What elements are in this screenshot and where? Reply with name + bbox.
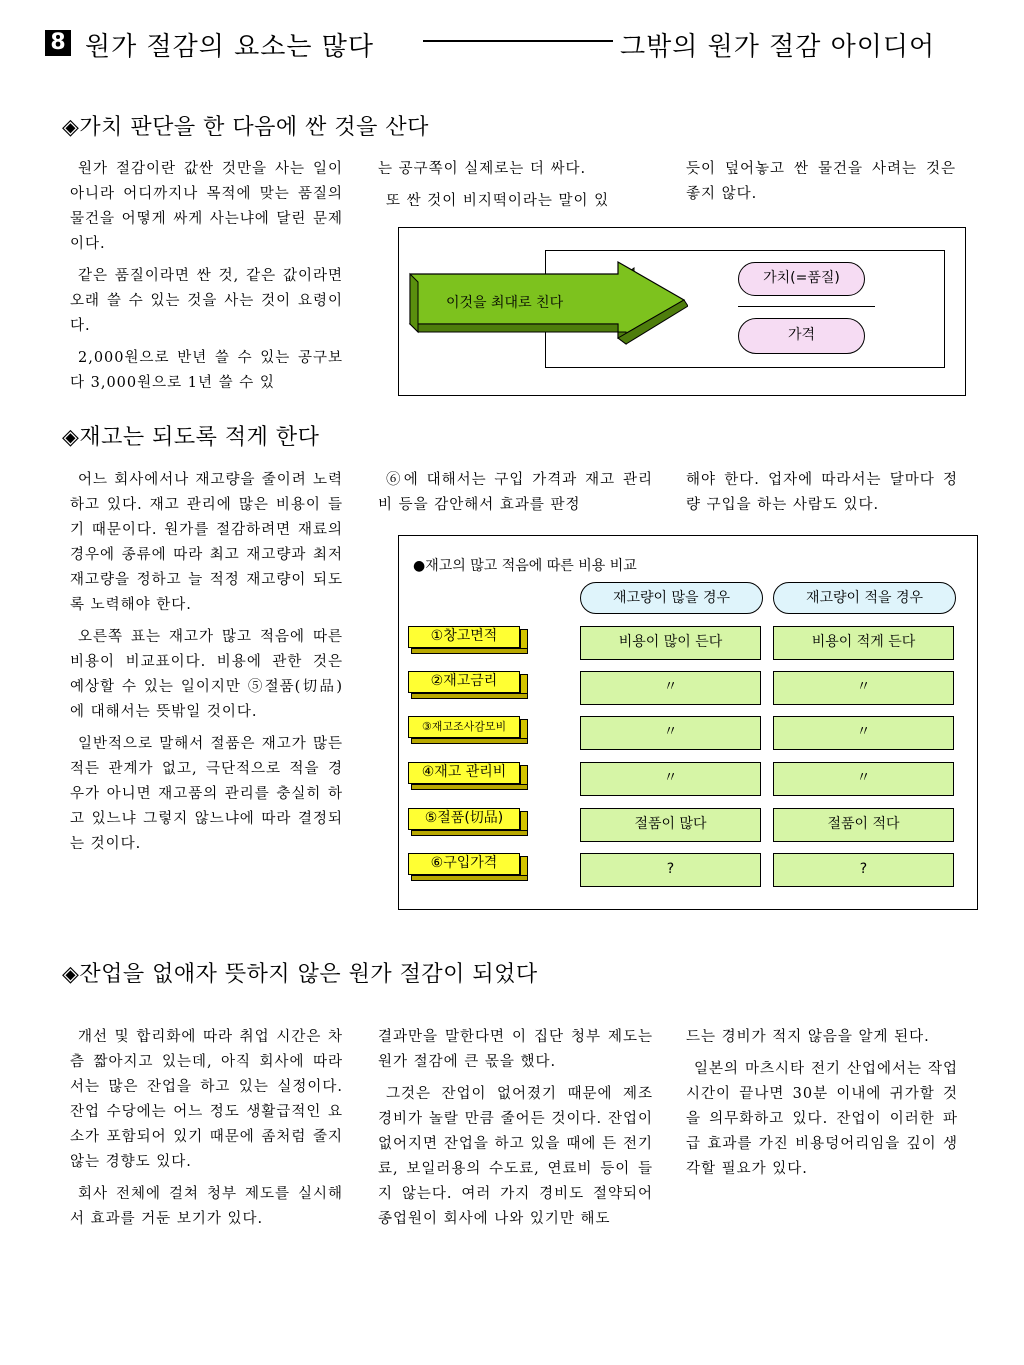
price-pill: 가격: [738, 318, 865, 354]
paragraph: 드는 경비가 적지 않음을 알게 된다.: [686, 1029, 930, 1045]
s2-column-1: [70, 468, 343, 864]
table-cell: 비용이 많이 든다: [580, 626, 761, 660]
table-cell: 〃: [773, 671, 954, 705]
chapter-title: 원가 절감의 요소는 많다: [85, 32, 374, 62]
paragraph: 같은 품질이라면 싼 것, 같은 값이라면 오래 쓸 수 있는 것을 사는 것이 요령이다.: [70, 268, 343, 334]
paragraph: 일반적으로 말해서 절품은 재고가 많든 적든 관계가 없고, 극단적으로 적을 경우가 아니면 재고품의 관리를 충실히 하고 있느냐 그렇지 않느냐에 따라 결정되는 것이다.: [70, 736, 343, 852]
section-heading-inventory: ◈재고는 되도록 적게 한다: [62, 425, 320, 450]
paragraph: 또 싼 것이 비지떡이라는 말이 있: [386, 193, 610, 209]
paragraph: 는 공구쪽이 실제로는 더 싸다.: [378, 161, 587, 177]
table-cell: 〃: [580, 762, 761, 796]
paragraph: 오른쪽 표는 재고가 많고 적음에 따른 비용이 비교표이다. 비용에 관한 것은 예상할 수 있는 일이지만 ⑤절품(切品)에 대해서는 뜻밖일 것이다.: [70, 629, 343, 720]
chapter-number: 8: [45, 30, 71, 56]
row-label-text: ⑥구입가격: [408, 853, 520, 875]
row-label: [408, 853, 528, 880]
paragraph: 결과만을 말한다면 이 집단 청부 제도는 원가 절감에 큰 몫을 했다.: [378, 1029, 653, 1070]
row-label: [408, 716, 528, 743]
paragraph: ⑥에 대해서는 구입 가격과 재고 관리비 등을 감안해서 효과를 판정: [378, 472, 653, 513]
s2-column-2: [378, 468, 653, 525]
s3-column-1: [70, 1025, 343, 1239]
s1-column-2: [378, 157, 653, 221]
row-label: [408, 671, 528, 698]
table-cell: 〃: [773, 762, 954, 796]
row-label: [408, 762, 528, 789]
paragraph: 해야 한다. 업자에 따라서는 달마다 정량 구입을 하는 사람도 있다.: [686, 472, 958, 513]
chapter-subtitle: 그밖의 원가 절감 아이디어: [620, 32, 936, 62]
paragraph: 듯이 덮어놓고 싼 물건을 사려는 것은 좋지 않다.: [686, 161, 956, 202]
row-label-text: ⑤절품(切品): [408, 808, 520, 830]
table-cell: ?: [773, 853, 954, 887]
s2-column-3: [686, 468, 958, 525]
fraction-line: [738, 306, 875, 307]
title-divider: [423, 40, 613, 42]
s3-column-2: [378, 1025, 653, 1239]
row-label-text: ①창고면적: [408, 626, 520, 648]
paragraph: 개선 및 합리화에 따라 취업 시간은 차츰 짧아지고 있는데, 아직 회사에 따라서는 많은 잔업을 하고 있는 실정이다. 잔업 수당에는 어느 정도 생활급적인 요소가 포함되어 있기 때문에 좀처럼 줄지 않는 경향도 있다.: [70, 1029, 343, 1170]
row-label: [408, 626, 528, 653]
table-cell: ?: [580, 853, 761, 887]
table-cell: 〃: [580, 716, 761, 750]
section-heading-overtime: ◈잔업을 없애자 뜻하지 않은 원가 절감이 되었다: [62, 962, 538, 987]
section-heading-value: ◈가치 판단을 한 다음에 싼 것을 산다: [62, 115, 429, 140]
s3-column-3: [686, 1025, 958, 1189]
table-cell: 절품이 적다: [773, 808, 954, 842]
table-cell: 비용이 적게 든다: [773, 626, 954, 660]
row-label: [408, 808, 528, 835]
paragraph: 그것은 잔업이 없어졌기 때문에 제조 경비가 놀랄 만큼 줄어든 것이다. 잔업이 없어지면 잔업을 하고 있을 때에 든 전기료, 보일러용의 수도료, 연료비 등이 들지 않는다. 여러 가지 경비도 절약되어 종업원이 회사에 나와 있기만 해도: [378, 1086, 653, 1227]
header-many: 재고량이 많을 경우: [580, 582, 763, 614]
paragraph: 2,000원으로 반년 쓸 수 있는 공구보다 3,000원으로 1년 쓸 수 있: [70, 350, 343, 391]
s1-column-1: [70, 157, 343, 403]
row-label-text: ③재고조사감모비: [408, 716, 520, 738]
paragraph: 회사 전체에 걸쳐 청부 제도를 실시해서 효과를 거둔 보기가 있다.: [70, 1186, 343, 1227]
header-few: 재고량이 적을 경우: [773, 582, 956, 614]
row-label-text: ②재고금리: [408, 671, 520, 693]
paragraph: 어느 회사에서나 재고량을 줄이려 노력하고 있다. 재고 관리에 많은 비용이 들기 때문이다. 원가를 절감하려면 재료의 경우에 종류에 따라 최고 재고량과 최저 재고량을 정하고 늘 적정 재고량이 되도록 노력해야 한다.: [70, 472, 343, 613]
table-cell: 〃: [580, 671, 761, 705]
table-cell: 〃: [773, 716, 954, 750]
value-pill: 가치(=품질): [738, 262, 865, 296]
table-title: ●재고의 많고 적음에 따른 비용 비교: [413, 558, 637, 574]
arrow-label: 이것을 최대로 친다: [446, 295, 564, 311]
s1-column-3: [686, 157, 956, 214]
paragraph: 원가 절감이란 값싼 것만을 사는 일이 아니라 어디까지나 목적에 맞는 품질의 물건을 어떻게 싸게 사는냐에 달린 문제이다.: [70, 161, 343, 252]
paragraph: 일본의 마츠시타 전기 산업에서는 작업 시간이 끝나면 30분 이내에 귀가할 것을 의무화하고 있다. 잔업이 이러한 파급 효과를 가진 비용덩어리임을 깊이 생각할 필요가 있다.: [686, 1061, 958, 1177]
row-label-text: ④재고 관리비: [408, 762, 520, 784]
table-cell: 절품이 많다: [580, 808, 761, 842]
